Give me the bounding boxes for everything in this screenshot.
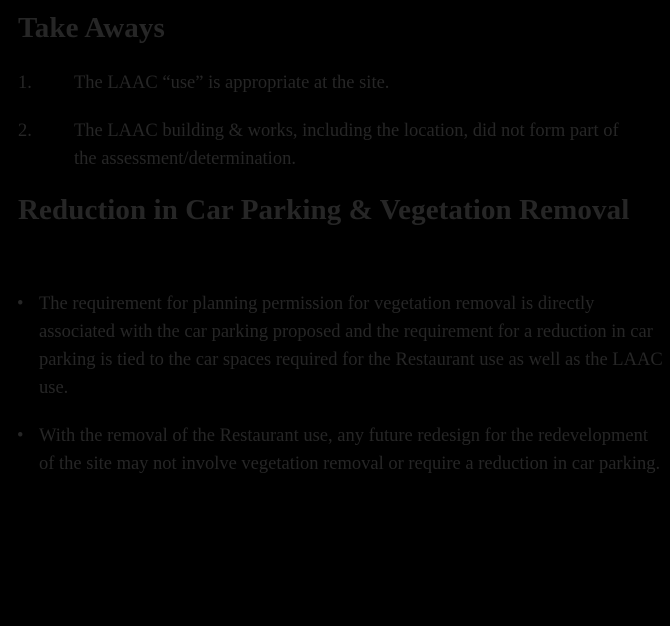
item-text: The LAAC building & works, including the location, did not form part of the assessment/determination. [74,121,619,169]
item-text: The LAAC “use” is appropriate at the site. [74,73,390,93]
heading-take-aways: Take Aways [18,12,165,44]
bullet-icon: • [17,426,24,446]
heading-reduction-parking-vegetation: Reduction in Car Parking & Vegetation Removal [18,194,630,226]
item-number: 2. [18,121,32,141]
item-number: 1. [18,73,32,93]
bullet-text: With the removal of the Restaurant use, any future redesign for the redevelopment of the site may not involve vegetation removal or require a reduction in car parking. [39,426,661,474]
bullet-text: The requirement for planning permission for vegetation removal is directly associated with the car parking proposed and the requirement for a reduction in car parking is tied to the car spaces required for the Restaurant use as well as the LAAC use. [39,294,663,398]
bullet-icon: • [17,294,24,314]
